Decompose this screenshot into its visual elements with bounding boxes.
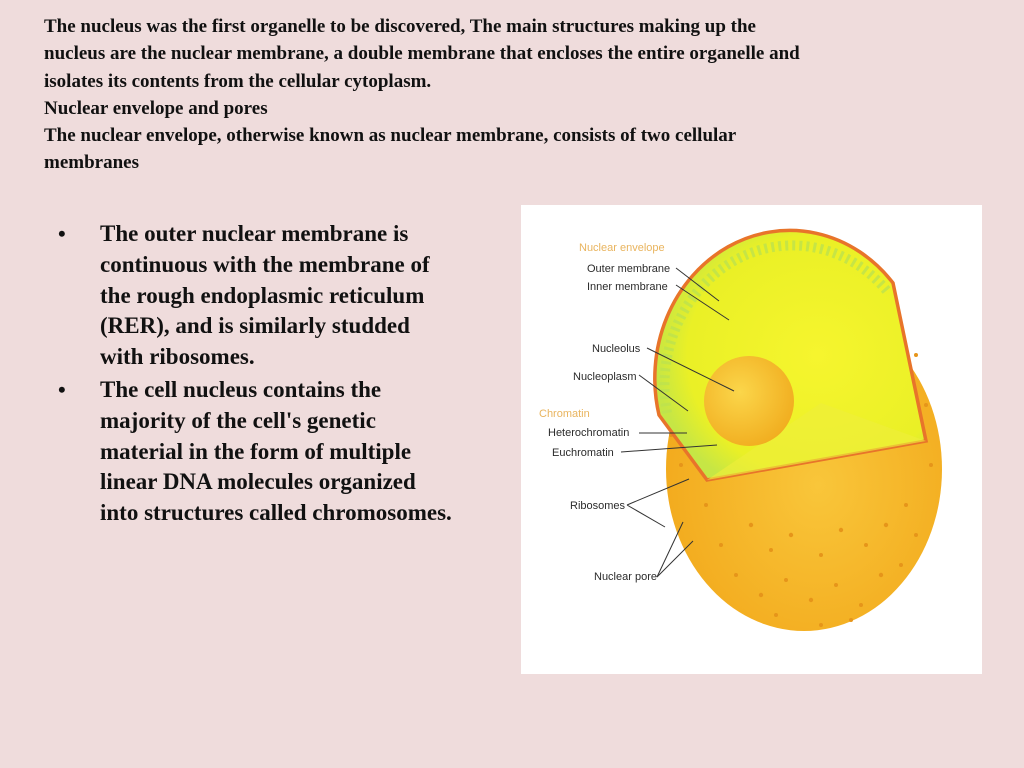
bullet-item-genetic-material bbox=[58, 375, 508, 529]
bullet-line: The cell nucleus contains the bbox=[100, 376, 382, 402]
intro-paragraph bbox=[44, 13, 984, 177]
label-nuclear-envelope: Nuclear envelope bbox=[579, 242, 665, 254]
label-outer-membrane: Outer membrane bbox=[587, 263, 671, 275]
bullet-list bbox=[58, 219, 508, 531]
bullet-line: linear DNA molecules organized bbox=[100, 469, 416, 495]
label-euchromatin: Euchromatin bbox=[552, 447, 614, 459]
bullet-line: into structures called chromosomes. bbox=[100, 500, 452, 526]
intro-line: isolates its contents from the cellular cytoplasm. bbox=[44, 70, 432, 92]
nucleus-diagram bbox=[521, 205, 982, 674]
label-nucleolus: Nucleolus bbox=[592, 343, 641, 355]
label-nuclear-pore: Nuclear pore bbox=[594, 571, 657, 583]
label-nucleoplasm: Nucleoplasm bbox=[573, 371, 637, 383]
label-ribosomes: Ribosomes bbox=[570, 500, 626, 512]
bullet-item-outer-membrane bbox=[58, 219, 508, 373]
bullet-line: with ribosomes. bbox=[100, 344, 255, 370]
bullet-line: majority of the cell's genetic bbox=[100, 407, 376, 433]
label-chromatin: Chromatin bbox=[539, 408, 590, 420]
intro-line: The nuclear envelope, otherwise known as nuclear membrane, consists of two cellular bbox=[44, 125, 737, 147]
nucleus-diagram-svg bbox=[521, 205, 982, 674]
intro-line: nucleus are the nuclear membrane, a double membrane that encloses the entire organelle and bbox=[44, 43, 800, 65]
bullet-marker: • bbox=[58, 221, 66, 246]
intro-line: membranes bbox=[44, 152, 139, 174]
bullet-line: (RER), and is similarly studded bbox=[100, 313, 410, 339]
bullet-line: continuous with the membrane of bbox=[100, 251, 430, 277]
bullet-line: material in the form of multiple bbox=[100, 438, 412, 464]
nucleolus-sphere bbox=[704, 356, 794, 446]
intro-line: The nucleus was the first organelle to be discovered, The main structures making up the bbox=[44, 16, 756, 37]
bullet-marker: • bbox=[58, 376, 66, 402]
bullet-line: the rough endoplasmic reticulum bbox=[100, 282, 425, 308]
label-heterochromatin: Heterochromatin bbox=[548, 427, 630, 439]
bullet-line: The outer nuclear membrane is bbox=[100, 221, 409, 246]
subheading-nuclear-envelope-and-pores: Nuclear envelope and pores bbox=[44, 97, 268, 119]
label-inner-membrane: Inner membrane bbox=[587, 281, 668, 293]
